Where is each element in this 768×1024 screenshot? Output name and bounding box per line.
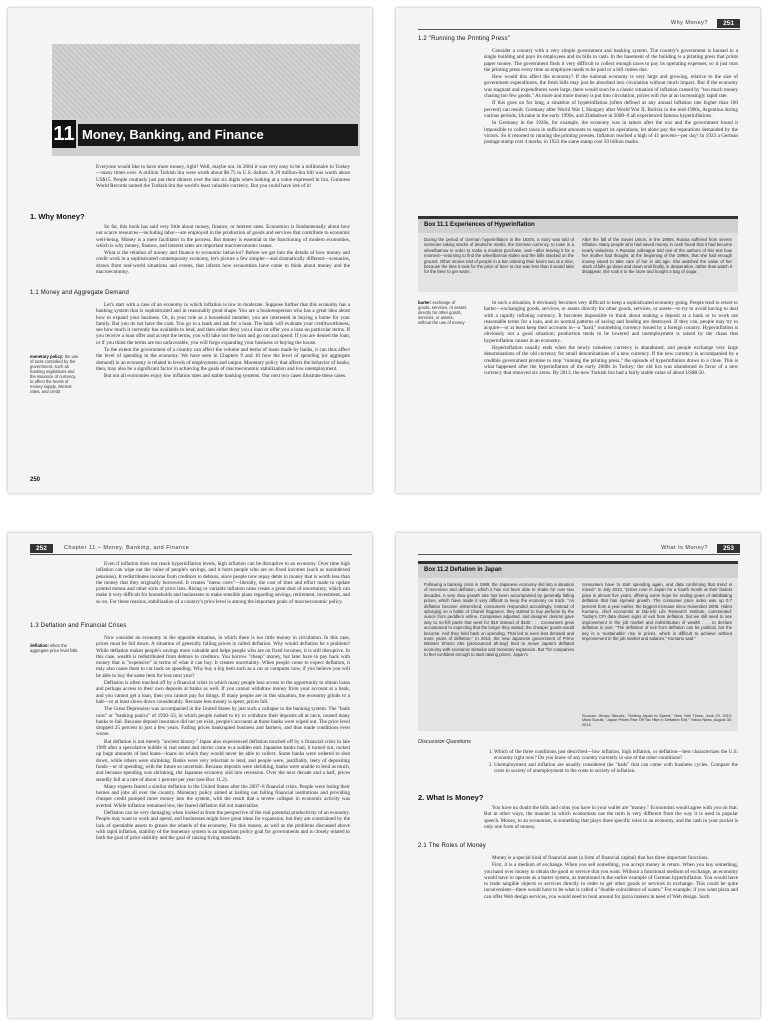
box-hyperinflation	[418, 216, 738, 292]
discussion-question: 1. Which of the three conditions just described—low inflation, high inflation, or deflation—best characterizes the U.S. economy right now? Do you know of any country currently in one of the other conditions?	[494, 749, 738, 762]
discussion-questions-heading: Discussion Questions	[418, 739, 471, 745]
chapter-intro: Everyone would like to have more money, right? Well, maybe not. In 2004 it was very easy to be a millionaire in Turkey—many times over. A million Turkish lira were worth about $0.75 in U.S. dollars. A 20 million-lira bill was worth about US$15. People routinely just put their dinners over the last six digits when looking at a value expressed in lira. Guinness World Records named the Turkish lira the world's least valuable currency. But you could have lots of it!	[96, 164, 350, 189]
page-250	[8, 8, 372, 493]
running-head	[30, 544, 352, 555]
box-column-right: consumers have to start spending again, and data confirming that trend is mixed." In July 2013, "prices rose in Japan for a fourth month at their fastest pace in almost five years, offering some hope for ending years of debilitating deflation that has stymied growth. The consumer price index was up 0.7 percent from a year earlier, the biggest increase since November 2008. Hideo Kumano, chief economist at Dai-ichi Life Research Institute, commented: "today's CPI data shows signs of exit from deflation, but we still need to see improvement in the job market and redistribution of wealth . . . to declare deflation is over. "The definition of exit from deflation can be political, but the key is a 'sustainable' rise in prices, which is difficult to achieve without improvement in the job market and salaries," Kumano said."	[582, 582, 732, 642]
margin-note-monetary-policy	[30, 354, 80, 394]
chapter-title: Money, Banking, and Finance	[78, 124, 358, 146]
section-heading-printing-press: 1.2 "Running the Printing Press"	[418, 36, 511, 42]
section-heading-why-money: 1. Why Money?	[30, 212, 85, 221]
margin-term: deflation:	[30, 643, 49, 648]
section-after-box-text: In such a situation, it obviously becomes very difficult to keep a sophisticated economy going. People tend to resort to barter—exchanging goods, services, or assets directly for other goods, services, or assets—to try to avoid having to deal with a rapidly inflating currency. It becomes impossible to think about making a deposit at a bank or to work out reasonable terms for a loan, and so normal patterns of saving and lending are destroyed. If they can, people may try to acquire—or at least keep their accounts in—a "hard," nonmelting currency issued by a foreign country. Hyperinflation is obviously not a good situation; production tends to be lowered and unemployment is raised by the chaos that hyperinflation causes in an economy. Hyperinflation usually ends when the newly valueless currency is abandoned, and people exchange very large denominations of the old currency for small denominations of a new currency. If the new currency is accompanied by a credible government promise to stop "running the printing press," the episode of hyperinflation draws to a close. This is what happened after the hyperinflation of the early 2000s in Turkey; the old lira was abandoned in favor of a new currency that removed six zeros. By 2013, the new Turkish lira had a fairly stable value of about US$0.50.	[484, 300, 738, 377]
page-number: 252	[30, 544, 53, 553]
section-printing-press-text: Consider a country with a very simple government and banking system. The country's government is housed in a single building and pays its employees and its bills in cash. In the basement of the building is a printing press that prints paper money. The government finds it very difficult to collect enough taxes to pay its operating expenses, so it just runs the printing press every time an employee needs to be paid or a bill comes due. How would this affect the economy? If the national economy is very large and growing, relative to the size of government expenditures, the fresh bills may just be absorbed into circulation without much impact. But if the economy was stagnant and expenditures were large, there would soon be a classic situation of inflation caused by "too much money chasing too few goods." As more and more money is put into circulation, prices will rise at an increasingly rapid rate. If this goes on for long, a situation of hyperinflation (often defined as any annual inflation rate higher than 100 percent) can result. Germany after World War I, Hungary after World War II, Bolivia in the mid-1980s, Argentina during various periods, Ukraine in the early 1990s, and Zimbabwe in 2008–9 all experienced famous hyperinflations. In Germany in the 1920s, for example, the economy was in tatters after the war and the government found it impossible to collect taxes in sufficient amounts to support its operations, let alone pay the reparations demanded by the victors. So it resorted to running the printing presses. Inflation reached a high of 41 percent—per day! In 1923 a German postage stamp cost 4 marks; in 1923 the same stamp cost 50 billion marks.	[484, 48, 738, 146]
section-heading-what-is-money: 2. What Is Money?	[418, 793, 484, 802]
margin-note-barter	[418, 300, 468, 325]
running-head-text: Chapter 11 – Money, Banking, and Finance	[64, 545, 190, 551]
margin-definition: the use of tools controlled by the government, such as banking regulations and the issuance of currency, to affect the levels of money supply, interest rates, and credit	[30, 354, 79, 394]
discussion-questions-list	[484, 749, 738, 774]
page-number: 251	[717, 19, 740, 28]
section-money-aggregate-demand-text: Let's start with a case of an economy in which inflation is low to moderate. Suppose further that this economy has a banking system that is sophisticated and in reasonably good shape. You are a businessperson who has a great idea about how to expand your business. Or, in your role as a household member, you are interested in buying a home for your family. But you do not have the cash. You go to a bank and ask for a loan. The bank will evaluate your creditworthiness, see how much it currently has available to lend, and then either deny you a loan or offer you a loan on particular terms. If you receive a loan offer and accept the terms, you will take out the loan and go out and spend. If you are denied the loan, or if you think the terms are too unfavorable, you will forgo expanding your business or buying the house. To the extent the government of a country can affect the volume and terms of loans made by banks, it can thus affect the level of spending in the economy. We have seen in Chapters 9 and 10 how the level of spending (or aggregate demand) in an economy is related to levels of employment and output. Monetary policy that affects the behavior of banks, then, may also be a significant factor in achieving the goals of macroeconomic stabilization and low unemployment. But not all economies enjoy low inflation rates and stable banking systems. Our next two cases illustrate these cases.	[96, 302, 350, 380]
page-253	[396, 533, 760, 1018]
section-what-is-money-text: You have no doubt the bills and coins you have in your wallet are "money." Economists would agree with you on that. But in other ways, the manner in which economists use the term is very different from the way it is used in popular speech. Money, to an economist, is something that plays three specific roles in an economy, and the cash in your pocket is only one form of money.	[484, 805, 738, 830]
page-number: 250	[30, 477, 41, 483]
page-252	[8, 533, 372, 1018]
section-heading-deflation: 1.3 Deflation and Financial Crises	[30, 623, 127, 629]
section-heading-roles-of-money: 2.1 The Roles of Money	[418, 843, 486, 849]
inflation-costs-text: Even if inflation does not reach hyperinflation levels, high inflation can be disruptive to an economy. Over time high inflation can wipe out the value of people's savings, and it hurts people who are on fixed incomes (such as nonindexed pensions). It redistributes income from creditors to debtors, since people now repay debts in money that is worth less than the money that they originally borrowed. It creates "menu costs"—literally, the cost of time and effort made to update printed menus and other sorts of price lists. Rising or variable inflation rates create a great deal of uncertainty, which can make it very difficult for households and businesses to make sensible plans regarding savings, retirement, investment, and so on. For these reasons, stabilization of a country's price level is among the important goals of macroeconomic policy.	[96, 561, 350, 605]
margin-term: barter:	[418, 300, 432, 305]
discussion-question: 2. Unemployment and inflation are usually considered the "bads" that can come with business cycles. Compare the costs to society of unemployment to the costs to society of inflation.	[494, 762, 738, 775]
box-column-left: Following a banking crisis in 1989, the Japanese economy slid into a situation of recession and deflation, which it has not been able to shake for over two decades. A very slow growth rate has been accompanied by generally falling prices, which have made it very difficult to keep the economy on track. "As deflation became entrenched, consumers responded accordingly. Instead of splurging on a bottle of Chanel fragrance, they started to buy perfume by the ounce from peddlers online. Companies adjusted, and designer denims gave way to no-frill pants that went for $10 instead of $100 . . . Consumers grew accustomed to expecting that the longer they waited, the cheaper goods would become. And they held back on spending. That led to even less demand and more years of deflation." In 2013, the new Japanese government of Prime Minister Shinzo Abe (pronounced ah-bay) tried to revive Japan's deflated economy with economic stimulus and monetary expansion. But "for companies to feel confident enough to start raising prices, Japan's	[424, 582, 574, 658]
margin-definition: exchange of goods, services, or assets directly for other goods, services, or assets, without the use of money	[418, 300, 467, 325]
box-deflation-japan	[418, 561, 738, 731]
margin-definition: when the aggregate price level falls	[30, 643, 78, 653]
banner-texture	[52, 44, 360, 118]
page-251	[396, 8, 760, 493]
box-title: Box 11.2 Deflation in Japan	[418, 564, 738, 578]
chapter-number: 11	[52, 120, 76, 148]
box-column-left: During the period of German hyperinflation in the 1920s, a story was told of someone taking stacks of deutsche marks, the German currency, to town in a wheelbarrow in order to make a modest purchase, and—after leaving it for a moment—returning to find the wheelbarrow stolen and the bills stacked on the ground. Other stories told of people in a bar ordering their beers two at a time, because the time it took for the price of beer to rise was less than it would take for the beer to get warm.	[424, 237, 574, 275]
section-deflation-text: Now consider an economy in the opposite situation, in which there is too little money in circulation. In this case, prices must be bid down. A situation of generally falling prices is called deflation. Why would deflation be a problem? While deflation makes people's savings more valuable and helps people who are on fixed incomes, it is still disruptive. In this case, wealth is redistributed from debtors to creditors. You borrow "cheap" money, but later have to pay back with money that is "expensive" in terms of what it can buy. It creates uncertainty. When people come to expect deflation, it may also cause them to cut back on spending. Why buy a big item such as a car or computer now, if you believe you will be able to buy the same item for less next year? Deflation is often touched off by a financial crisis in which many people lose access to the opportunity to obtain loans and perhaps access to their own deposits at banks as well. If you cannot withdraw money from your account at a bank, and you cannot get a loan, then you cannot pay for things. If many people are in this situation, the economy grinds to a halt—or at least slows down considerably. Because less money is spent, prices fall. The Great Depression was accompanied in the United States by just such a collapse in the banking system. The "bank runs" or "banking panics" of 1930–33, in which people rushed to try to withdraw their deposits all at once, caused many banks to fail. Because deposit insurance did not yet exist, people's accounts at those banks were wiped out. The price level dropped 25 percent in just a few years. Falling prices bankrupted business and farmers, and thus made conditions even worse. But deflation is not merely "ancient history." Japan also experienced deflation touched off by a financial crisis in late 1989 after a speculative bubble in real estate and stocks came to a sudden end. Japanese banks had, it turned out, racked up huge amounts of bad loans—loans on which they would never be able to collect. Some banks were ordered to shut down, while others were shrinking. Banks were very reluctant to lend, and people were, justifiably, leery of depositing funds—or of spending, with the future so uncertain. Because deposits were shrinking, banks were unable to lend as much, and because spending was shrinking, the Japanese economy slid into recession. Over the next decade and a half, prices steadily fell at a rate of about 1 percent per year (see Box 11.2). Many experts feared a similar deflation in the United States after the 2007–8 financial crisis. People were losing their homes and jobs all over the country. Monetary policy aimed at bailing out failing financial institutions and providing cheaper credit pumped more money into the system, with the result that a severe collapse in economic activity was averted. While inflation remained low, the feared deflation did not materialize. Deflation can be very damaging when looked at from the perspective of the real potential productivity of an economy. People may want to work and spend, and businesses might have great ideas for expansion, but they are constrained by the lack of spendable assets to grease the wheels of the economy. For this reason, as well as the problems discussed above with rapid inflation, stability of the monetary system is an important policy goal for governments and is closely related to both the goal of price stability and the goal of raising living standards.	[96, 635, 350, 842]
box-sources: Sources: Hiroko Tabuchi, "Getting Japan to Spend," New York Times, June 29, 2013; Miwa Suzuki, "Japan Prices Rise Off Tax Hike in Deflation Exit," Yahoo News, August 30, 2013.	[582, 714, 732, 727]
box-title: Box 11.1 Experiences of Hyperinflation	[418, 219, 738, 233]
box-column-right: After the fall of the Soviet Union, in the 1990s, Russia suffered from severe inflation. Many people who had saved money in cash found that it had become nearly valueless. A Russian colleague told one of the authors of this text how her mother had thought, at the beginning of the 1990s, that she had enough money saved to take care of her in old age. She watched the value of her stack of bills go down and down until finally, in desperation, rather than watch it disappear, she took it to the store and bought a bag of sugar.	[582, 237, 732, 275]
section-heading-money-aggregate-demand: 1.1 Money and Aggregate Demand	[30, 290, 130, 296]
section-why-money-text: So far, this book has said very little about money, finance, or interest rates. Economics is fundamentally about how our scarce resources—including labor—are employed in the production of goods and services that contribute to economic well-being. Money is a mere facilitator in the process. But money is essential to the functioning of modern economies, which is why money, finance, and interest rates are important macroeconomic issues. What is the relation of money and finance to economic behavior? Before we get into the details of how money and credit work in a sophisticated contemporary economy, let's picture a few simpler—and dramatically different—scenarios, drawn from real-world situations and events, that inform how economists have come to think about money and the macroeconomy.	[96, 224, 350, 276]
running-head-text: What Is Money?	[661, 545, 708, 551]
margin-term: monetary policy:	[30, 354, 64, 359]
chapter-banner	[52, 44, 360, 156]
running-head	[418, 19, 740, 30]
section-roles-of-money-text: Money is a special kind of financial asset (a form of financial capital) that has three important functions. First, it is a medium of exchange. When you sell something, you accept money in return. When you buy something, you hand over money to obtain the good or service that you want. Without a functional medium of exchange, an economy would have to operate as a barter system, as mentioned in the earlier example of German hyperinflation. You would have to trade tangible objects or services directly in order to get other goods or services in exchange. This could be quite inconvenient—there would have to be what is called a "double coincidence of wants." For example, if you want pizza and can offer Web design services, you would need to hunt around for pizza makers in need of Web design. Such	[484, 855, 738, 900]
running-head-text: Why Money?	[670, 20, 708, 26]
running-head	[418, 544, 740, 555]
page-number: 253	[717, 544, 740, 553]
margin-note-deflation	[30, 643, 80, 653]
